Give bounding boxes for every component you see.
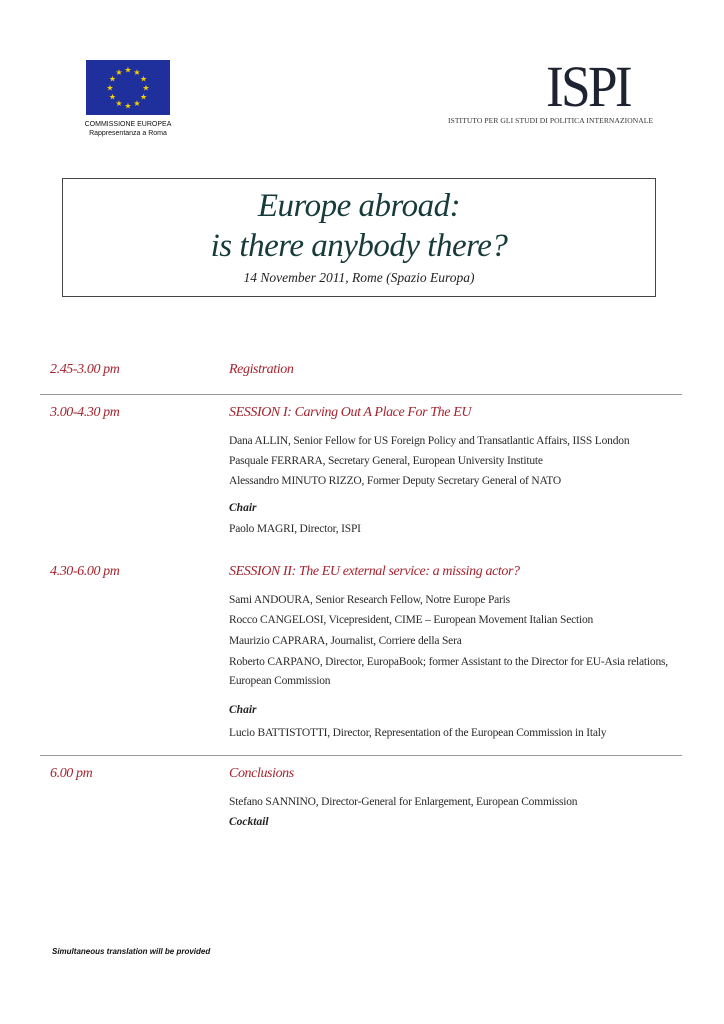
star-icon: ★ (108, 74, 116, 84)
session2-time: 4.30-6.00 pm (50, 564, 120, 579)
star-icon: ★ (124, 65, 132, 75)
event-date: 14 November 2011, Rome (Spazio Europa) (243, 270, 475, 285)
speaker: Sami ANDOURA, Senior Research Fellow, Notre Europe Paris (229, 594, 510, 606)
ispi-logo: ISPI (546, 54, 630, 119)
speaker: Pasquale FERRARA, Secretary General, European University Institute (229, 455, 543, 467)
divider (40, 394, 682, 395)
star-icon: ★ (140, 92, 148, 102)
chair-person: Lucio BATTISTOTTI, Director, Representation of the European Commission in Italy (229, 727, 607, 739)
registration-title: Registration (229, 362, 294, 377)
star-icon: ★ (140, 74, 148, 84)
title-line1: Europe abroad: (257, 188, 461, 224)
conclusions-title: Conclusions (229, 766, 294, 781)
eu-caption-line1: COMMISSIONE EUROPEA (84, 121, 172, 128)
star-icon: ★ (142, 83, 150, 93)
title-box (62, 178, 656, 297)
star-icon: ★ (133, 67, 141, 77)
speaker: Roberto CARPANO, Director, EuropaBook; former Assistant to the Director for EU-Asia relations, European Commission (229, 656, 668, 687)
session1-title: SESSION I: Carving Out A Place For The EU (229, 405, 472, 420)
speaker: Alessandro MINUTO RIZZO, Former Deputy Secretary General of NATO (229, 475, 562, 487)
speaker: Rocco CANGELOSI, Vicepresident, CIME – European Movement Italian Section (229, 614, 594, 626)
eu-flag-logo (86, 60, 170, 115)
chair-label: Chair (229, 502, 257, 514)
star-icon: ★ (124, 101, 132, 111)
session2-title: SESSION II: The EU external service: a missing actor? (229, 564, 520, 579)
speaker: Dana ALLIN, Senior Fellow for US Foreign Policy and Transatlantic Affairs, IISS London (229, 435, 630, 447)
divider (40, 755, 682, 756)
speaker: Maurizio CAPRARA, Journalist, Corriere della Sera (229, 635, 462, 647)
star-icon: ★ (115, 99, 123, 109)
ispi-subtitle: ISTITUTO PER GLI STUDI DI POLITICA INTERNAZIONALE (448, 116, 654, 125)
star-icon: ★ (115, 67, 123, 77)
chair-label: Chair (229, 704, 257, 716)
conclusions-time: 6.00 pm (50, 766, 93, 781)
registration-time: 2.45-3.00 pm (50, 362, 120, 377)
eu-caption-line2: Rappresentanza a Roma (89, 130, 167, 137)
star-icon: ★ (106, 83, 114, 93)
speaker: Stefano SANNINO, Director-General for Enlargement, European Commission (229, 796, 578, 808)
title-line2: is there anybody there? (210, 228, 508, 264)
star-icon: ★ (108, 92, 116, 102)
star-icon: ★ (133, 99, 141, 109)
cocktail-label: Cocktail (229, 816, 269, 828)
chair-person: Paolo MAGRI, Director, ISPI (229, 523, 361, 535)
session1-time: 3.00-4.30 pm (50, 405, 120, 420)
footer-note: Simultaneous translation will be provided (52, 947, 211, 956)
